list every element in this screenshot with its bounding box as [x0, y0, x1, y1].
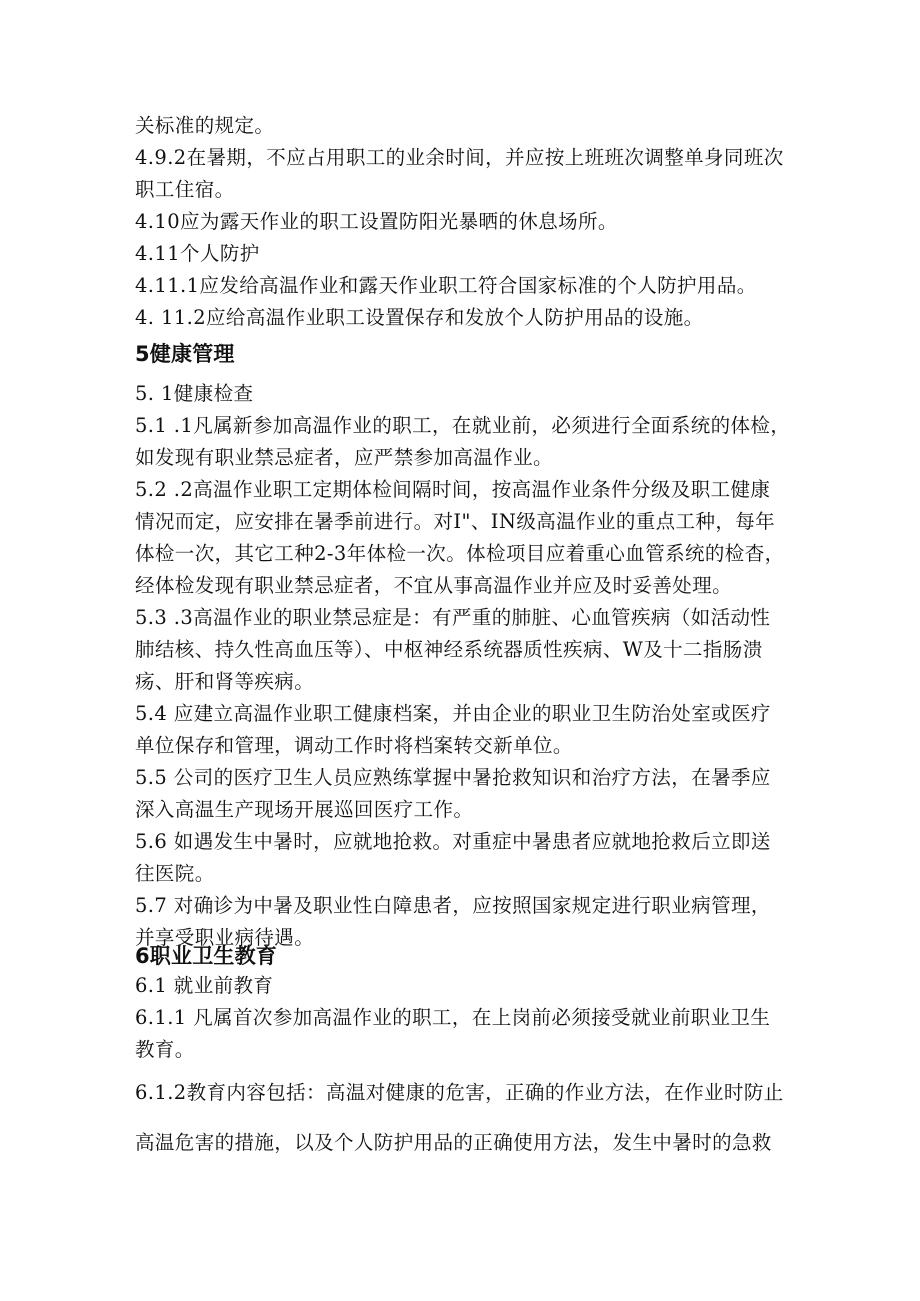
text-line: 5.1 .1凡属新参加高温作业的职工，在就业前，必须进行全面系统的体检，	[135, 414, 791, 437]
text-line: 高温危害的措施，以及个人防护用品的正确使用方法，发生中暑时的急救	[135, 1131, 772, 1154]
text-line: 经体检发现有职业禁忌症者，不宜从事高温作业并应及时妥善处理。	[135, 574, 733, 597]
text-line: 6.1.1 凡属首次参加高温作业的职工，在上岗前必须接受就业前职业卫生	[135, 1006, 771, 1029]
text-line: 5.3 .3高温作业的职业禁忌症是：有严重的肺脏、心血管疾病（如活动性	[135, 606, 771, 629]
text-line: 体检一次，其它工种2-3年体检一次。体检项目应着重心血管系统的检杳，	[135, 542, 785, 565]
text-line: 单位保存和管理，调动工作时将档案转交新单位。	[135, 734, 573, 757]
text-line: 4.10应为露天作业的职工设置防阳光暴晒的休息场所。	[135, 210, 618, 233]
text-line: 6.1.2教育内容包括：高温对健康的危害，正确的作业方法，在作业时防止	[135, 1081, 784, 1104]
text-line: 并享受职业病待遇。	[135, 926, 315, 949]
text-line: 5.5 公司的医疗卫生人员应熟练掌握中暑抢救知识和治疗方法，在暑季应	[135, 766, 771, 789]
text-line: 5.7 对确诊为中暑及职业性白障患者，应按照国家规定进行职业病管理，	[135, 894, 771, 917]
text-line: 5.2 .2高温作业职工定期体检间隔时间，按高温作业条件分级及职工健康	[135, 478, 771, 501]
text-line: 情况而定，应安排在暑季前进行。对I"、IN级高温作业的重点工种，每年	[135, 510, 776, 533]
text-line: 如发现有职业禁忌症者，应严禁参加高温作业。	[135, 446, 553, 469]
text-line: 肺结核、持久性高血压等）、中枢神经系统器质性疾病、W及十二指肠溃	[135, 638, 763, 661]
text-line: 疡、肝和肾等疾病。	[135, 670, 315, 693]
text-line: 5.4 应建立高温作业职工健康档案，并由企业的职业卫生防治处室或医疗	[135, 702, 771, 725]
text-line: 关标准的规定。	[135, 114, 275, 137]
text-line: 4.11.1应发给高温作业和露天作业职工符合国家标准的个人防护用品。	[135, 274, 757, 297]
text-line: 5. 1健康检查	[135, 382, 254, 405]
text-line: 深入高温生产现场开展巡回医疗工作。	[135, 798, 474, 821]
text-line: 教育。	[135, 1038, 195, 1061]
text-line: 职工住宿。	[135, 178, 235, 201]
text-line: 4. 11.2应给高温作业职工设置保存和发放个人防护用品的设施。	[135, 306, 704, 329]
section-heading-health-management: 5健康管理	[135, 342, 235, 366]
text-line: 往医院。	[135, 862, 215, 885]
section-heading-occupational-health-education: 6职业卫生教育	[135, 944, 278, 968]
text-line: 5.6 如遇发生中暑时，应就地抢救。对重症中暑患者应就地抢救后立即送	[135, 830, 771, 853]
text-line: 6.1 就业前教育	[135, 974, 274, 997]
text-line: 4.9.2在暑期，不应占用职工的业余时间，并应按上班班次调整单身同班次	[135, 146, 784, 169]
text-line: 4.11个人防护	[135, 242, 260, 265]
